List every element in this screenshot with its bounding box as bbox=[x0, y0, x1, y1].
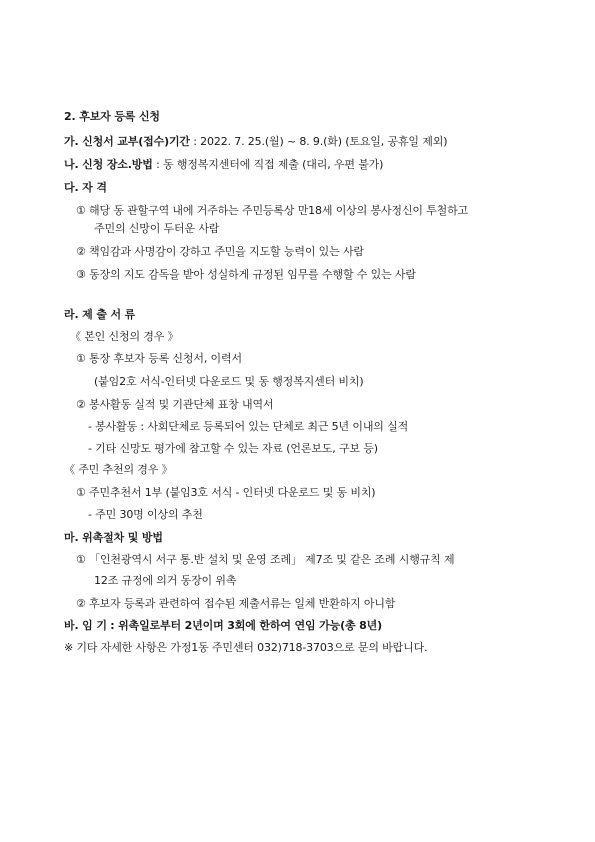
document-subitem: - 봉사활동 : 사회단체로 등록되어 있는 단체로 최근 5년 이내의 실적 bbox=[88, 420, 409, 433]
documents-heading: 라. 제 출 서 류 bbox=[64, 308, 136, 321]
recommendation-subitem: - 주민 30명 이상의 추천 bbox=[88, 508, 203, 521]
application-period-value: : 2022. 7. 25.(월) ~ 8. 9.(화) (토요일, 공휴일 제외) bbox=[193, 135, 448, 148]
term-row bbox=[64, 619, 382, 633]
section-title: 2. 후보자 등록 신청 bbox=[64, 110, 160, 123]
application-place-label: 나. 신청 장소.방법 bbox=[64, 158, 153, 171]
application-place-row bbox=[64, 158, 383, 172]
procedure-item: ① 「인천광역시 서구 통.반 설치 및 운영 조례」 제7조 및 같은 조례 시행규칙 제 bbox=[76, 553, 455, 566]
qualification-item: ② 책임감과 사명감이 강하고 주민을 지도할 능력이 있는 사람 bbox=[76, 245, 364, 258]
procedure-item-continued: 12조 규정에 의거 동장이 위촉 bbox=[94, 574, 237, 587]
application-place-value: : 동 행정복지센터에 직접 제출 (대리, 우편 불가) bbox=[156, 158, 384, 171]
document-subitem: - 기타 신망도 평가에 참고할 수 있는 자료 (언론보도, 구보 등) bbox=[88, 442, 378, 455]
recommendation-item: ① 주민추천서 1부 (붙임3호 서식 - 인터넷 다운로드 및 동 비치) bbox=[76, 486, 376, 499]
document-item: ② 봉사활동 실적 및 기관단체 표창 내역서 bbox=[76, 398, 274, 411]
resident-recommendation-heading: 《 주민 추천의 경우 》 bbox=[64, 463, 173, 476]
qualification-item-continued: 주민의 신망이 두터운 사람 bbox=[94, 222, 220, 235]
document-item: ① 통장 후보자 등록 신청서, 이력서 bbox=[76, 352, 242, 365]
qualification-item: ③ 동장의 지도 감독을 받아 성실하게 규정된 임무를 수행할 수 있는 사람 bbox=[76, 268, 416, 281]
qualification-item: ① 해당 동 관할구역 내에 거주하는 주민등록상 만18세 이상의 봉사정신이 투철하고 bbox=[76, 204, 469, 217]
contact-note: ※ 기타 자세한 사항은 가정1동 주민센터 032)718-3703으로 문의 바랍니다. bbox=[64, 641, 428, 654]
procedure-heading: 마. 위촉절차 및 방법 bbox=[64, 531, 163, 544]
self-application-heading: 《 본인 신청의 경우 》 bbox=[70, 330, 179, 343]
term-value: : 위촉일로부터 2년이며 3회에 한하여 연임 가능(총 8년) bbox=[110, 619, 382, 632]
application-period-row bbox=[64, 135, 447, 149]
application-period-label: 가. 신청서 교부(접수)기간 bbox=[64, 135, 190, 148]
qualification-heading: 다. 자 격 bbox=[64, 181, 107, 194]
document-item-continued: (붙임2호 서식-인터넷 다운로드 및 동 행정복지센터 비치) bbox=[94, 375, 364, 388]
procedure-item: ② 후보자 등록과 관련하여 접수된 제출서류는 일체 반환하지 아니함 bbox=[76, 597, 396, 610]
term-label: 바. 임 기 bbox=[64, 619, 107, 632]
